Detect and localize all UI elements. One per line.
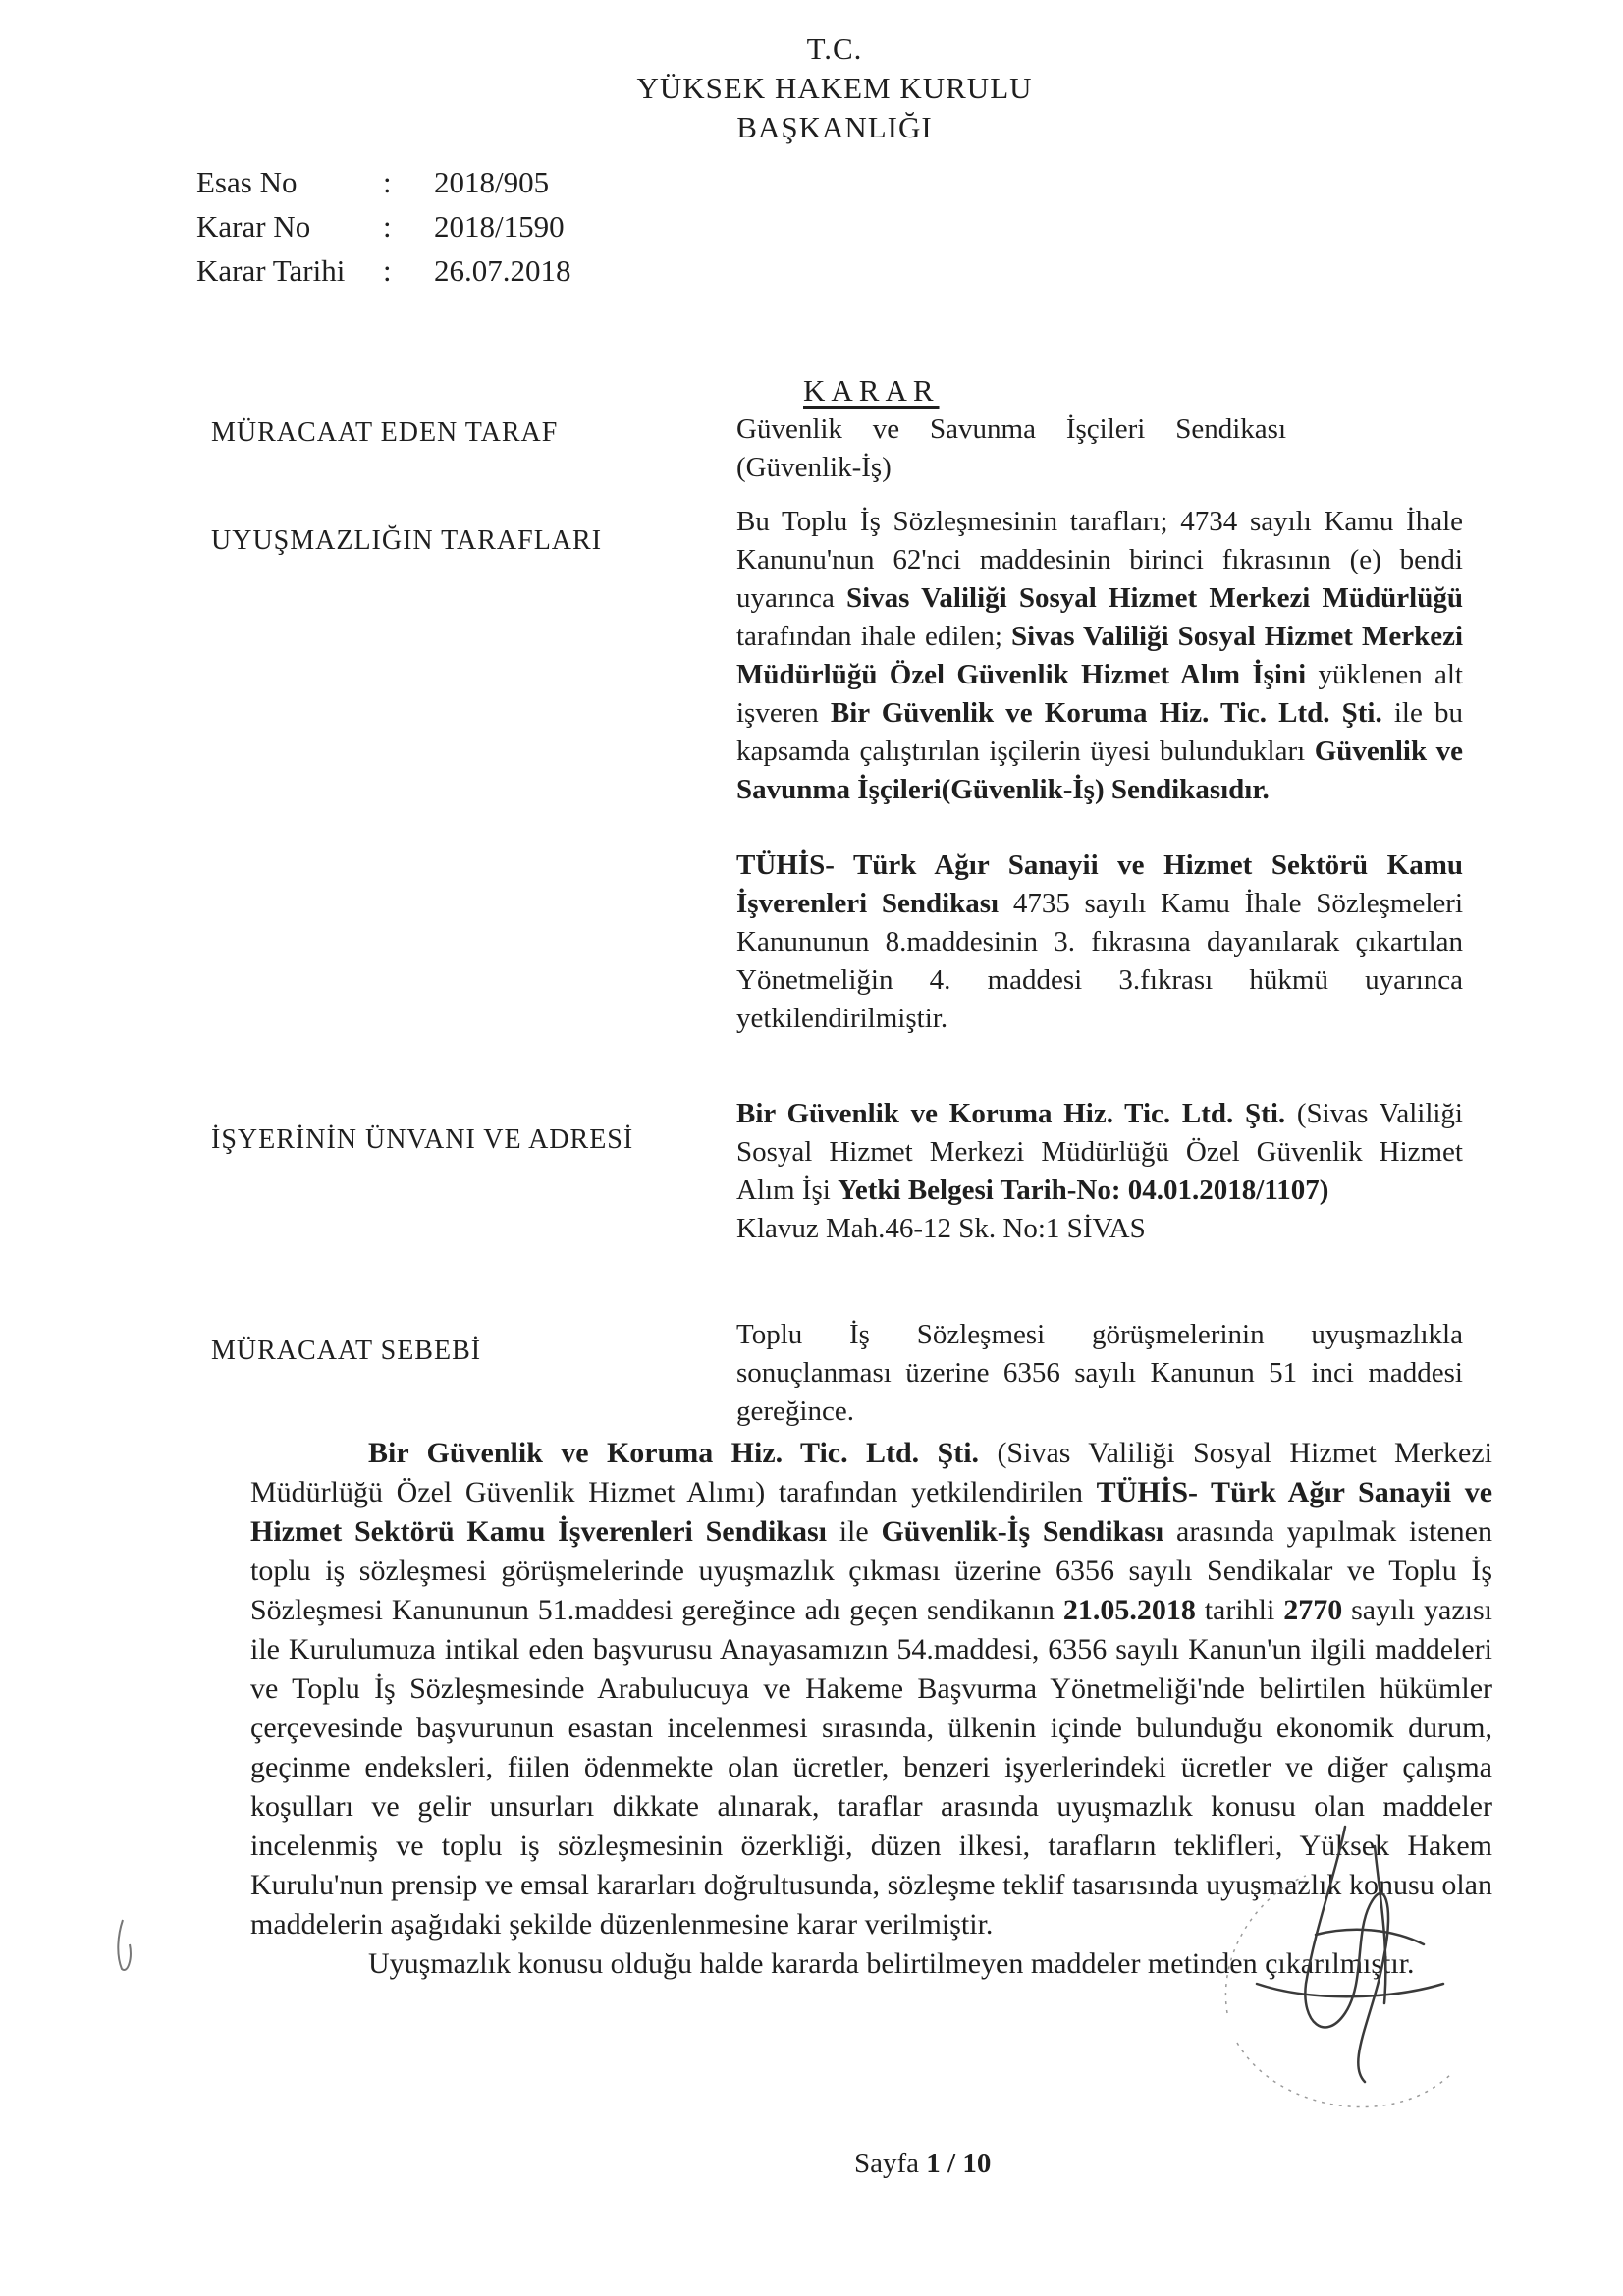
body-paragraph-2: Uyuşmazlık konusu olduğu halde kararda belirtilmeyen maddeler metinden çıkarılmıştır. (368, 1947, 1415, 1980)
workplace-label: İŞYERİNİN ÜNVANI VE ADRESİ (211, 1124, 634, 1155)
applicant-text (736, 410, 1286, 487)
header-institution: YÜKSEK HAKEM KURULU (636, 71, 1033, 105)
margin-mark (108, 1915, 147, 1984)
header-presidency: BAŞKANLIĞI (736, 110, 933, 144)
bold-run: TÜHİS- Türk Ağır Sanayii ve Hizmet Sektörü Kamu İşverenleri Sendikası (250, 1476, 1493, 1548)
karar-label: Karar No (196, 209, 311, 244)
karar-row (196, 204, 630, 248)
bold-run: Güvenlik-İş Sendikası (881, 1515, 1164, 1548)
header-tc: T.C. (806, 31, 863, 66)
parties-paragraph (736, 503, 1463, 809)
workplace-paragraph (736, 1095, 1463, 1210)
signature-stamp (1198, 1787, 1492, 2170)
esas-label: Esas No (196, 165, 298, 199)
bold-run: 21.05.2018 (1062, 1594, 1196, 1626)
reason-paragraph: Toplu İş Sözleşmesi görüşmelerinin uyuşmazlıkla sonuçlanması üzerine 6356 sayılı Kanunun 51 inci maddesi gereğince. (736, 1319, 1463, 1427)
text-run: yüklenen alt işveren (736, 659, 1463, 729)
parties-text (736, 503, 1463, 1038)
case-metadata (196, 160, 630, 293)
reason-text (736, 1316, 1463, 1431)
reason-label: MÜRACAAT SEBEBİ (211, 1336, 482, 1366)
bold-run: Sivas Valiliği Sosyal Hizmet Merkezi Müdürlüğü (846, 582, 1463, 614)
applicant-value: Güvenlik ve Savunma İşçileri Sendikası (Güvenlik-İş) (736, 413, 1286, 483)
text-run: ile bu kapsamda çalıştırılan işçilerin üyesi bulundukları (736, 697, 1463, 767)
tarih-row (196, 248, 630, 293)
employer-union-text: 4735 sayılı Kamu İhale Sözleşmeleri Kanununun 8.maddesinin 3. fıkrasına dayanılarak çıkartılan Yönetmeliğin 4. maddesi 3.fıkrası hükmü uyarınca yetkilendirilmiştir. (736, 888, 1463, 1034)
bold-run: Bir Güvenlik ve Koruma Hiz. Tic. Ltd. Şti. (830, 697, 1382, 729)
separator: : (383, 165, 392, 199)
bold-run: Bir Güvenlik ve Koruma Hiz. Tic. Ltd. Şti. (736, 1098, 1286, 1129)
workplace-text (736, 1095, 1463, 1248)
document-title: KARAR (803, 373, 940, 408)
esas-row (196, 160, 630, 204)
tarih-value: 26.07.2018 (434, 253, 571, 288)
text-run: tarafından ihale edilen; (736, 621, 1012, 652)
bold-run: Güvenlik ve Savunma İşçileri(Güvenlik-İş) Sendikasıdır. (736, 736, 1463, 805)
text-run: (Sivas Valiliği Sosyal Hizmet Merkezi Müdürlüğü Özel Güvenlik Hizmet Alımı) tarafından yetkilendirilen (250, 1437, 1493, 1508)
page-footer (854, 2148, 991, 2180)
text-run: ile (827, 1515, 882, 1548)
institution-header (589, 29, 1080, 147)
text-run: Bu Toplu İş Sözleşmesinin tarafları; 4734 sayılı Kamu İhale Kanunu'nun 62'nci maddesinin birinci fıkrasının (e) bendi uyarınca (736, 506, 1463, 614)
karar-value: 2018/1590 (434, 209, 565, 244)
employer-union-name: TÜHİS- Türk Ağır Sanayii ve Hizmet Sektörü Kamu İşverenleri Sendikası (736, 849, 1463, 919)
esas-value: 2018/905 (434, 165, 550, 199)
applicant-label: MÜRACAAT EDEN TARAF (211, 417, 559, 448)
separator: : (383, 209, 392, 244)
workplace-address: Klavuz Mah.46-12 Sk. No:1 SİVAS (736, 1213, 1146, 1244)
employer-union-paragraph (736, 847, 1463, 1038)
page-label: Sayfa (854, 2148, 927, 2179)
tarih-label: Karar Tarihi (196, 253, 346, 288)
separator: : (383, 253, 392, 288)
bold-run: Bir Güvenlik ve Koruma Hiz. Tic. Ltd. Şti. (368, 1437, 980, 1469)
parties-label: UYUŞMAZLIĞIN TARAFLARI (211, 525, 603, 556)
text-run: arasında yapılmak istenen toplu iş sözleşmesi görüşmelerinde uyuşmazlık çıkması üzerine 6356 sayılı Sendikalar ve Toplu İş Sözleşmesi Kanununun 51.maddesi gereğince adı geçen sendikanın (250, 1515, 1492, 1626)
text-run: sayılı yazısı ile Kurulumuza intikal eden başvurusu Anayasamızın 54.maddesi, 6356 sayılı Kanun'un ilgili maddeleri ve Toplu İş Sözleşmesinde Arabulucuya ve Hakeme Başvurma Yönetmeliği'nde belirtilen hükümler çerçevesinde başvurunun esastan incelenmesi sırasında, ülkenin içinde bulunduğu ekonomik durum, geçinme endeksleri, fiilen ödenmekte olan ücretler, benzeri işyerlerindeki ücretler ve diğer çalışma koşulları ve gelir unsurları dikkate alınarak, taraflar arasında uyuşmazlık konusu olan maddeler incelenmiş ve toplu iş sözleşmesinin özerkliği, düzen ilkesi, tarafların teklifleri, Yüksek Hakem Kurulu'nun prensip ve emsal kararları doğrultusunda, sözleşme teklif tasarısında uyuşmazlık konusu olan maddelerin aşağıdaki şekilde düzenlenmesine karar verilmiştir. (250, 1594, 1492, 1941)
bold-run: Sivas Valiliği Sosyal Hizmet Merkezi Müdürlüğü Özel Güvenlik Hizmet Alım İşini (736, 621, 1463, 690)
bold-run: 2770 (1283, 1594, 1343, 1626)
text-run: tarihli (1195, 1594, 1284, 1626)
page-number: 1 / 10 (926, 2148, 992, 2179)
bold-run: Yetki Belgesi Tarih-No: 04.01.2018/1107) (838, 1175, 1329, 1206)
text-run: (Sivas Valiliği Sosyal Hizmet Merkezi Müdürlüğü Özel Güvenlik Hizmet Alım İşi (736, 1098, 1463, 1206)
